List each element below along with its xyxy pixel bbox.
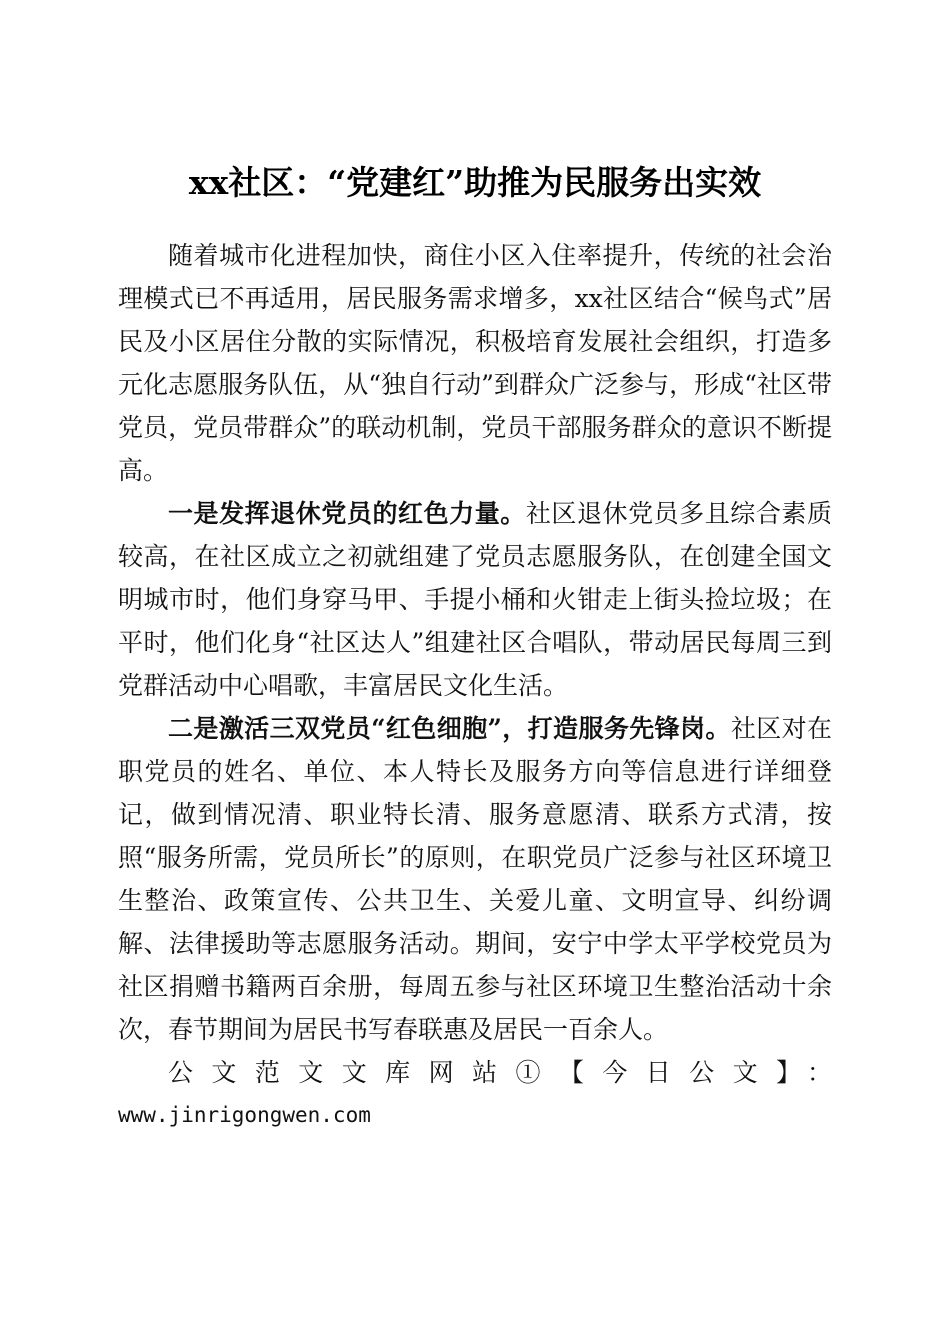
document-body — [118, 234, 832, 1137]
document-title: xx社区：“党建红”助推为民服务出实效 — [188, 163, 762, 203]
paragraph-lead: 二是激活三双党员“红色细胞”，打造服务先锋岗。 — [168, 714, 731, 743]
paragraph-text: 社区退休党员多且综合素质较高，在社区成立之初就组建了党员志愿服务队，在创建全国文明城市时，他们身穿马甲、手提小桶和火钳走上街头捡垃圾；在平时，他们化身“社区达人”组建社区合唱队，带动居民每周三到党群活动中心唱歌，丰富居民文化生活。 — [118, 499, 832, 700]
paragraph-text: 随着城市化进程加快，商住小区入住率提升，传统的社会治理模式已不再适用，居民服务需求增多，xx社区结合“候鸟式”居民及小区居住分散的实际情况，积极培育发展社会组织，打造多元化志愿服务队伍，从“独自行动”到群众广泛参与，形成“社区带党员，党员带群众”的联动机制，党员干部服务群众的意识不断提高。 — [118, 241, 832, 485]
footer-source-text: 公文范文文库网站①【今日公文】： — [168, 1058, 832, 1087]
paragraph-lead: 一是发挥退休党员的红色力量。 — [168, 499, 526, 528]
paragraph-active-members — [118, 707, 832, 1051]
paragraph-retired-members — [118, 492, 832, 707]
paragraph-text: 社区对在职党员的姓名、单位、本人特长及服务方向等信息进行详细登记，做到情况清、职业特长清、服务意愿清、联系方式清，按照“服务所需，党员所长”的原则，在职党员广泛参与社区环境卫生整治、政策宣传、公共卫生、关爱儿童、文明宣导、纠纷调解、法律援助等志愿服务活动。期间，安宁中学太平学校党员为社区捐赠书籍两百余册，每周五参与社区环境卫生整治活动十余次，春节期间为居民书写春联惠及居民一百余人。 — [118, 714, 832, 1044]
paragraph-intro — [118, 234, 832, 492]
footer-url-link[interactable]: www.jinrigongwen.com — [118, 1103, 371, 1127]
